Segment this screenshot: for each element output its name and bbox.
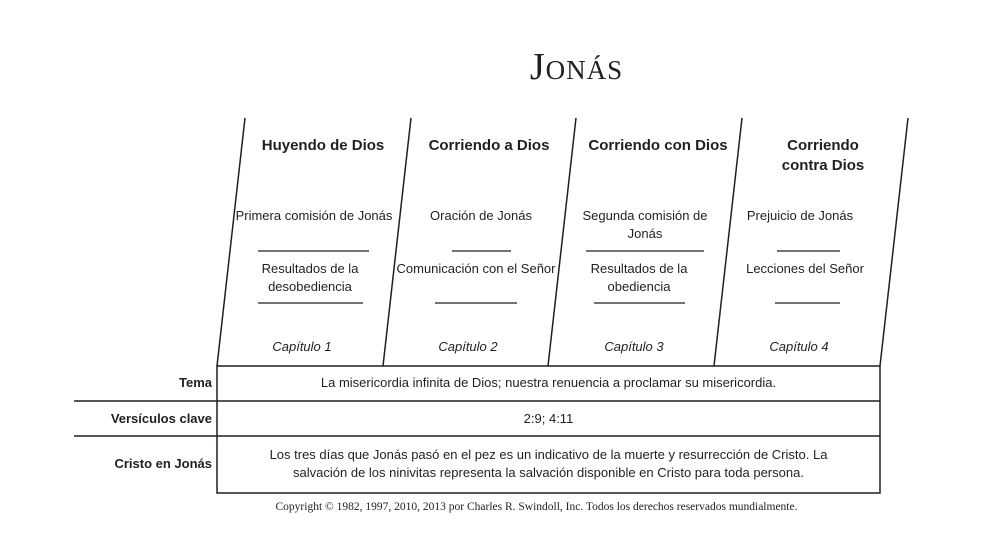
row-text-versiculos: 2:9; 4:11 bbox=[523, 411, 574, 426]
column-2-heading: Corriendo a Dios bbox=[428, 137, 550, 154]
row-label-cristo: Cristo en Jonás bbox=[114, 456, 212, 471]
column-2-section-a: Oración de Jonás bbox=[430, 208, 532, 223]
column-1-chapter: Capítulo 1 bbox=[272, 339, 332, 354]
column-4-section-a: Prejuicio de Jonás bbox=[746, 208, 854, 223]
divider-5 bbox=[880, 118, 908, 366]
chart-title: Jonás bbox=[529, 46, 624, 88]
column-3-chapter: Capítulo 3 bbox=[604, 339, 664, 354]
column-4-chapter: Capítulo 4 bbox=[769, 339, 829, 354]
divider-1 bbox=[217, 118, 245, 366]
copyright-notice: Copyright © 1982, 1997, 2010, 2013 por Charles R. Swindoll, Inc. Todos los derechos reservados mundialmente. bbox=[275, 501, 798, 513]
column-4-heading: Corriendo contra Dios bbox=[781, 137, 865, 174]
column-3-section-a: Segunda comisión de Jonás bbox=[582, 208, 708, 241]
column-1-section-b: Resultados de la desobediencia bbox=[261, 261, 359, 294]
row-text-tema: La misericordia infinita de Dios; nuestra renuencia a proclamar su misericordia. bbox=[320, 375, 777, 390]
column-3-section-b: Resultados de la obediencia bbox=[590, 261, 688, 294]
row-text-cristo: Los tres días que Jonás pasó en el pez es un indicativo de la muerte y resurrección de Cristo. La salvación de los ninivitas representa la salvación disponible en Cristo para toda persona. bbox=[269, 447, 828, 480]
column-4-section-b: Lecciones del Señor bbox=[746, 261, 864, 276]
column-3-heading: Corriendo con Dios bbox=[588, 137, 728, 154]
column-1-heading: Huyendo de Dios bbox=[261, 137, 385, 154]
column-2-section-b: Comunicación con el Señor bbox=[396, 261, 556, 276]
row-label-tema: Tema bbox=[179, 375, 212, 390]
column-1-section-a: Primera comisión de Jonás bbox=[235, 208, 393, 223]
column-2-chapter: Capítulo 2 bbox=[438, 339, 498, 354]
row-label-versiculos: Versículos clave bbox=[110, 411, 212, 426]
